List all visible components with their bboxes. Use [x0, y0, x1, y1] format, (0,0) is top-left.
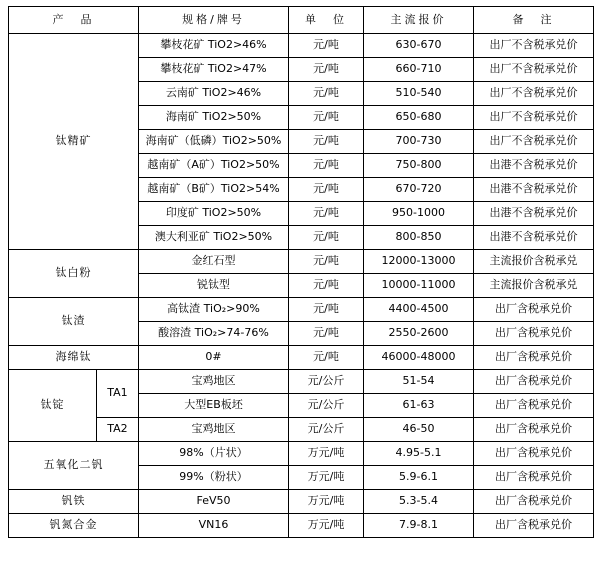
table-row [9, 442, 594, 466]
note-cell: 主流报价含税承兑 [474, 274, 594, 298]
note-cell: 出厂含税承兑价 [474, 298, 594, 322]
unit-cell: 万元/吨 [289, 514, 364, 538]
note-cell: 出厂含税承兑价 [474, 322, 594, 346]
unit-cell: 元/吨 [289, 298, 364, 322]
spec-cell: 金红石型 [139, 250, 289, 274]
price-cell: 7.9-8.1 [364, 514, 474, 538]
price-cell: 12000-13000 [364, 250, 474, 274]
table-row [9, 490, 594, 514]
spec-cell: 印度矿 TiO2>50% [139, 202, 289, 226]
price-cell: 800-850 [364, 226, 474, 250]
price-cell: 51-54 [364, 370, 474, 394]
table-body [9, 34, 594, 538]
note-cell: 出厂含税承兑价 [474, 418, 594, 442]
spec-cell: 攀枝花矿 TiO2>46% [139, 34, 289, 58]
note-cell: 出厂含税承兑价 [474, 466, 594, 490]
price-cell: 4400-4500 [364, 298, 474, 322]
price-cell: 46000-48000 [364, 346, 474, 370]
table-row [9, 370, 594, 394]
note-cell: 出厂含税承兑价 [474, 442, 594, 466]
spec-cell: 高钛渣 TiO₂>90% [139, 298, 289, 322]
unit-cell: 元/吨 [289, 106, 364, 130]
unit-cell: 元/吨 [289, 178, 364, 202]
spec-cell: 海南矿（低磷）TiO2>50% [139, 130, 289, 154]
spec-cell: 99%（粉状） [139, 466, 289, 490]
unit-cell: 元/吨 [289, 34, 364, 58]
category-cell: 钛精矿 [9, 34, 139, 250]
price-cell: 660-710 [364, 58, 474, 82]
price-cell: 630-670 [364, 34, 474, 58]
spec-cell: 98%（片状） [139, 442, 289, 466]
unit-cell: 元/吨 [289, 202, 364, 226]
spec-cell: 澳大利亚矿 TiO2>50% [139, 226, 289, 250]
table-header-row [9, 7, 594, 34]
note-cell: 出厂含税承兑价 [474, 346, 594, 370]
price-cell: 2550-2600 [364, 322, 474, 346]
category-cell: 五氧化二钒 [9, 442, 139, 490]
note-cell: 出港不含税承兑价 [474, 178, 594, 202]
header-price: 主流报价 [364, 7, 474, 34]
spec-cell: 越南矿（B矿）TiO2>54% [139, 178, 289, 202]
spec-cell: 海南矿 TiO2>50% [139, 106, 289, 130]
spec-cell: 宝鸡地区 [139, 418, 289, 442]
unit-cell: 万元/吨 [289, 490, 364, 514]
unit-cell: 元/吨 [289, 82, 364, 106]
price-cell: 650-680 [364, 106, 474, 130]
unit-cell: 元/公斤 [289, 370, 364, 394]
note-cell: 出厂不含税承兑价 [474, 58, 594, 82]
price-cell: 750-800 [364, 154, 474, 178]
spec-cell: 0# [139, 346, 289, 370]
price-cell: 5.9-6.1 [364, 466, 474, 490]
note-cell: 出港不含税承兑价 [474, 202, 594, 226]
note-cell: 出厂含税承兑价 [474, 370, 594, 394]
price-cell: 61-63 [364, 394, 474, 418]
spec-cell: 锐钛型 [139, 274, 289, 298]
spec-cell: FeV50 [139, 490, 289, 514]
category-cell: 钛锭 [9, 370, 97, 442]
note-cell: 主流报价含税承兑 [474, 250, 594, 274]
price-cell: 670-720 [364, 178, 474, 202]
note-cell: 出港不含税承兑价 [474, 154, 594, 178]
table-row [9, 346, 594, 370]
table-header [9, 7, 594, 34]
unit-cell: 元/吨 [289, 274, 364, 298]
unit-cell: 万元/吨 [289, 442, 364, 466]
spec-cell: 宝鸡地区 [139, 370, 289, 394]
header-spec: 规格/牌号 [139, 7, 289, 34]
unit-cell: 元/吨 [289, 226, 364, 250]
spec-cell: 酸溶渣 TiO₂>74-76% [139, 322, 289, 346]
note-cell: 出厂含税承兑价 [474, 490, 594, 514]
category-cell: 钛渣 [9, 298, 139, 346]
table-row [9, 418, 594, 442]
price-cell: 510-540 [364, 82, 474, 106]
table-row [9, 250, 594, 274]
table-row [9, 298, 594, 322]
unit-cell: 元/公斤 [289, 418, 364, 442]
unit-cell: 元/吨 [289, 58, 364, 82]
price-cell: 10000-11000 [364, 274, 474, 298]
header-unit: 单 位 [289, 7, 364, 34]
price-table [8, 6, 594, 538]
note-cell: 出厂不含税承兑价 [474, 34, 594, 58]
unit-cell: 万元/吨 [289, 466, 364, 490]
spec-cell: VN16 [139, 514, 289, 538]
price-cell: 700-730 [364, 130, 474, 154]
note-cell: 出厂含税承兑价 [474, 394, 594, 418]
category-cell: 钒铁 [9, 490, 139, 514]
header-note: 备 注 [474, 7, 594, 34]
grade-cell: TA1 [97, 370, 139, 418]
unit-cell: 元/吨 [289, 154, 364, 178]
note-cell: 出厂不含税承兑价 [474, 106, 594, 130]
price-cell: 4.95-5.1 [364, 442, 474, 466]
spec-cell: 攀枝花矿 TiO2>47% [139, 58, 289, 82]
price-cell: 950-1000 [364, 202, 474, 226]
spec-cell: 云南矿 TiO2>46% [139, 82, 289, 106]
unit-cell: 元/吨 [289, 250, 364, 274]
note-cell: 出厂不含税承兑价 [474, 82, 594, 106]
unit-cell: 元/公斤 [289, 394, 364, 418]
grade-cell: TA2 [97, 418, 139, 442]
category-cell: 钛白粉 [9, 250, 139, 298]
note-cell: 出厂不含税承兑价 [474, 130, 594, 154]
unit-cell: 元/吨 [289, 130, 364, 154]
note-cell: 出港不含税承兑价 [474, 226, 594, 250]
spec-cell: 大型EB板坯 [139, 394, 289, 418]
price-cell: 5.3-5.4 [364, 490, 474, 514]
table-row [9, 514, 594, 538]
table-row [9, 34, 594, 58]
unit-cell: 元/吨 [289, 322, 364, 346]
category-cell: 海绵钛 [9, 346, 139, 370]
spec-cell: 越南矿（A矿）TiO2>50% [139, 154, 289, 178]
category-cell: 钒氮合金 [9, 514, 139, 538]
price-cell: 46-50 [364, 418, 474, 442]
unit-cell: 元/吨 [289, 346, 364, 370]
header-product: 产 品 [9, 7, 139, 34]
note-cell: 出厂含税承兑价 [474, 514, 594, 538]
